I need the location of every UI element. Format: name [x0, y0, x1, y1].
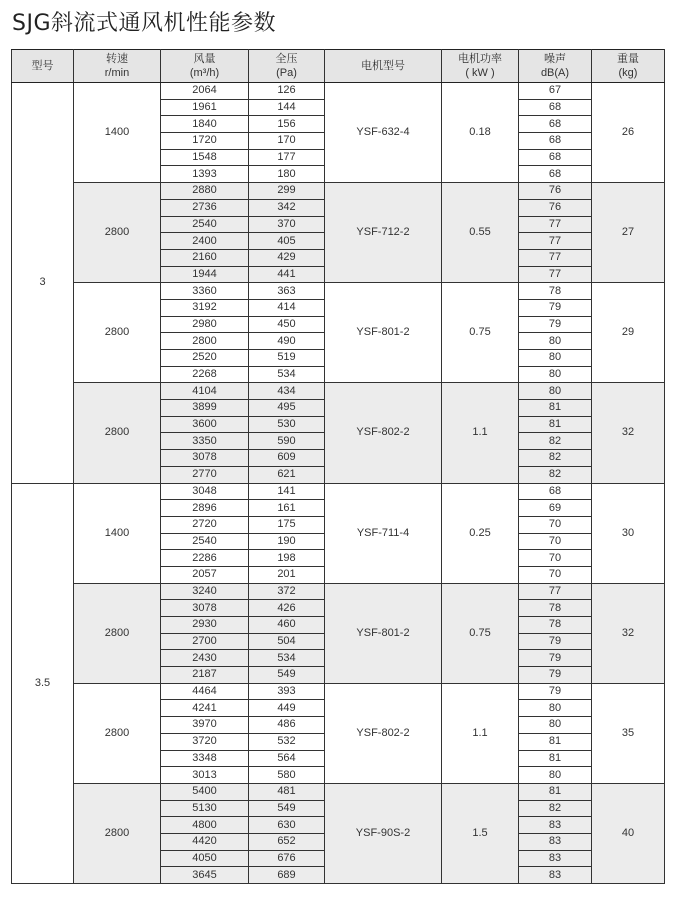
noise-cell: 83 [519, 817, 592, 834]
pressure-cell: 549 [249, 800, 325, 817]
header-weight: 重量 (kg) [592, 50, 665, 83]
pressure-cell: 426 [249, 600, 325, 617]
noise-cell: 68 [519, 483, 592, 500]
motor-model-cell: YSF-712-2 [325, 183, 442, 283]
speed-cell: 1400 [74, 483, 161, 583]
noise-cell: 79 [519, 683, 592, 700]
performance-table [11, 49, 665, 884]
noise-cell: 68 [519, 166, 592, 183]
motor-model-cell: YSF-801-2 [325, 583, 442, 683]
noise-cell: 80 [519, 700, 592, 717]
airflow-cell: 2160 [161, 249, 249, 266]
noise-cell: 83 [519, 833, 592, 850]
airflow-cell: 2540 [161, 533, 249, 550]
airflow-cell: 1961 [161, 99, 249, 116]
table-row [12, 183, 665, 200]
table-row [12, 583, 665, 600]
airflow-cell: 1944 [161, 266, 249, 283]
airflow-cell: 3192 [161, 299, 249, 316]
airflow-cell: 3240 [161, 583, 249, 600]
noise-cell: 68 [519, 133, 592, 150]
airflow-cell: 1393 [161, 166, 249, 183]
noise-cell: 76 [519, 199, 592, 216]
pressure-cell: 490 [249, 333, 325, 350]
noise-cell: 70 [519, 516, 592, 533]
header-noise: 噪声 dB(A) [519, 50, 592, 83]
pressure-cell: 450 [249, 316, 325, 333]
noise-cell: 77 [519, 249, 592, 266]
noise-cell: 78 [519, 283, 592, 300]
noise-cell: 82 [519, 433, 592, 450]
table-body [12, 83, 665, 884]
model-cell: 3.5 [12, 483, 74, 884]
noise-cell: 81 [519, 783, 592, 800]
weight-cell: 35 [592, 683, 665, 783]
airflow-cell: 3720 [161, 733, 249, 750]
airflow-cell: 3048 [161, 483, 249, 500]
speed-cell: 2800 [74, 683, 161, 783]
airflow-cell: 3360 [161, 283, 249, 300]
airflow-cell: 1548 [161, 149, 249, 166]
pressure-cell: 580 [249, 767, 325, 784]
airflow-cell: 3645 [161, 867, 249, 884]
noise-cell: 79 [519, 650, 592, 667]
airflow-cell: 2268 [161, 366, 249, 383]
noise-cell: 79 [519, 316, 592, 333]
speed-cell: 2800 [74, 183, 161, 283]
speed-cell: 2800 [74, 383, 161, 483]
speed-cell: 1400 [74, 83, 161, 183]
weight-cell: 26 [592, 83, 665, 183]
table-row [12, 483, 665, 500]
pressure-cell: 609 [249, 450, 325, 467]
pressure-cell: 504 [249, 633, 325, 650]
noise-cell: 70 [519, 566, 592, 583]
noise-cell: 83 [519, 850, 592, 867]
pressure-cell: 676 [249, 850, 325, 867]
noise-cell: 80 [519, 767, 592, 784]
pressure-cell: 393 [249, 683, 325, 700]
pressure-cell: 590 [249, 433, 325, 450]
airflow-cell: 2057 [161, 566, 249, 583]
pressure-cell: 519 [249, 350, 325, 367]
noise-cell: 68 [519, 99, 592, 116]
motor-model-cell: YSF-802-2 [325, 683, 442, 783]
motor-power-cell: 0.75 [442, 283, 519, 383]
airflow-cell: 1720 [161, 133, 249, 150]
pressure-cell: 405 [249, 233, 325, 250]
airflow-cell: 2896 [161, 500, 249, 517]
motor-power-cell: 0.75 [442, 583, 519, 683]
airflow-cell: 2800 [161, 333, 249, 350]
airflow-cell: 2520 [161, 350, 249, 367]
airflow-cell: 3350 [161, 433, 249, 450]
weight-cell: 30 [592, 483, 665, 583]
noise-cell: 78 [519, 617, 592, 634]
pressure-cell: 198 [249, 550, 325, 567]
motor-model-cell: YSF-801-2 [325, 283, 442, 383]
motor-model-cell: YSF-90S-2 [325, 783, 442, 883]
motor-power-cell: 1.1 [442, 383, 519, 483]
noise-cell: 67 [519, 83, 592, 100]
motor-model-cell: YSF-802-2 [325, 383, 442, 483]
pressure-cell: 689 [249, 867, 325, 884]
noise-cell: 78 [519, 600, 592, 617]
speed-cell: 2800 [74, 783, 161, 883]
pressure-cell: 170 [249, 133, 325, 150]
noise-cell: 82 [519, 466, 592, 483]
pressure-cell: 156 [249, 116, 325, 133]
speed-cell: 2800 [74, 283, 161, 383]
pressure-cell: 630 [249, 817, 325, 834]
noise-cell: 69 [519, 500, 592, 517]
airflow-cell: 2286 [161, 550, 249, 567]
header-speed: 转速 r/min [74, 50, 161, 83]
header-model: 型号 [12, 50, 74, 83]
motor-power-cell: 1.5 [442, 783, 519, 883]
pressure-cell: 495 [249, 400, 325, 417]
airflow-cell: 4241 [161, 700, 249, 717]
pressure-cell: 141 [249, 483, 325, 500]
pressure-cell: 370 [249, 216, 325, 233]
motor-model-cell: YSF-632-4 [325, 83, 442, 183]
pressure-cell: 564 [249, 750, 325, 767]
airflow-cell: 3970 [161, 717, 249, 734]
airflow-cell: 2540 [161, 216, 249, 233]
speed-cell: 2800 [74, 583, 161, 683]
motor-power-cell: 0.18 [442, 83, 519, 183]
noise-cell: 77 [519, 583, 592, 600]
pressure-cell: 372 [249, 583, 325, 600]
pressure-cell: 530 [249, 416, 325, 433]
pressure-cell: 126 [249, 83, 325, 100]
noise-cell: 81 [519, 416, 592, 433]
pressure-cell: 486 [249, 717, 325, 734]
airflow-cell: 4800 [161, 817, 249, 834]
pressure-cell: 441 [249, 266, 325, 283]
noise-cell: 83 [519, 867, 592, 884]
pressure-cell: 177 [249, 149, 325, 166]
noise-cell: 77 [519, 266, 592, 283]
table-header [12, 50, 665, 83]
pressure-cell: 549 [249, 667, 325, 684]
noise-cell: 79 [519, 299, 592, 316]
pressure-cell: 534 [249, 366, 325, 383]
pressure-cell: 449 [249, 700, 325, 717]
airflow-cell: 2720 [161, 516, 249, 533]
table-row [12, 83, 665, 100]
pressure-cell: 342 [249, 199, 325, 216]
motor-power-cell: 0.25 [442, 483, 519, 583]
noise-cell: 80 [519, 350, 592, 367]
airflow-cell: 1840 [161, 116, 249, 133]
noise-cell: 80 [519, 383, 592, 400]
airflow-cell: 4464 [161, 683, 249, 700]
weight-cell: 27 [592, 183, 665, 283]
header-pressure: 全压 (Pa) [249, 50, 325, 83]
weight-cell: 32 [592, 583, 665, 683]
noise-cell: 70 [519, 550, 592, 567]
table-row [12, 383, 665, 400]
noise-cell: 77 [519, 233, 592, 250]
pressure-cell: 144 [249, 99, 325, 116]
weight-cell: 29 [592, 283, 665, 383]
airflow-cell: 3600 [161, 416, 249, 433]
pressure-cell: 434 [249, 383, 325, 400]
header-motor-model: 电机型号 [325, 50, 442, 83]
table-row [12, 283, 665, 300]
pressure-cell: 161 [249, 500, 325, 517]
airflow-cell: 5400 [161, 783, 249, 800]
pressure-cell: 532 [249, 733, 325, 750]
noise-cell: 82 [519, 450, 592, 467]
model-cell: 3 [12, 83, 74, 484]
motor-power-cell: 1.1 [442, 683, 519, 783]
airflow-cell: 2187 [161, 667, 249, 684]
airflow-cell: 5130 [161, 800, 249, 817]
noise-cell: 81 [519, 400, 592, 417]
airflow-cell: 3078 [161, 600, 249, 617]
airflow-cell: 2930 [161, 617, 249, 634]
airflow-cell: 2880 [161, 183, 249, 200]
noise-cell: 68 [519, 149, 592, 166]
pressure-cell: 429 [249, 249, 325, 266]
pressure-cell: 481 [249, 783, 325, 800]
pressure-cell: 201 [249, 566, 325, 583]
airflow-cell: 3348 [161, 750, 249, 767]
airflow-cell: 2770 [161, 466, 249, 483]
noise-cell: 77 [519, 216, 592, 233]
pressure-cell: 621 [249, 466, 325, 483]
airflow-cell: 2064 [161, 83, 249, 100]
noise-cell: 68 [519, 116, 592, 133]
pressure-cell: 414 [249, 299, 325, 316]
airflow-cell: 2700 [161, 633, 249, 650]
noise-cell: 81 [519, 750, 592, 767]
airflow-cell: 2980 [161, 316, 249, 333]
noise-cell: 76 [519, 183, 592, 200]
noise-cell: 81 [519, 733, 592, 750]
motor-power-cell: 0.55 [442, 183, 519, 283]
airflow-cell: 2430 [161, 650, 249, 667]
noise-cell: 82 [519, 800, 592, 817]
noise-cell: 79 [519, 667, 592, 684]
weight-cell: 40 [592, 783, 665, 883]
airflow-cell: 2736 [161, 199, 249, 216]
noise-cell: 79 [519, 633, 592, 650]
table-row [12, 683, 665, 700]
noise-cell: 80 [519, 333, 592, 350]
airflow-cell: 4420 [161, 833, 249, 850]
pressure-cell: 534 [249, 650, 325, 667]
pressure-cell: 652 [249, 833, 325, 850]
pressure-cell: 363 [249, 283, 325, 300]
pressure-cell: 175 [249, 516, 325, 533]
header-airflow: 风量 (m³/h) [161, 50, 249, 83]
weight-cell: 32 [592, 383, 665, 483]
noise-cell: 80 [519, 717, 592, 734]
noise-cell: 70 [519, 533, 592, 550]
header-motor-power: 电机功率 ( kW ) [442, 50, 519, 83]
pressure-cell: 190 [249, 533, 325, 550]
airflow-cell: 4050 [161, 850, 249, 867]
motor-model-cell: YSF-711-4 [325, 483, 442, 583]
pressure-cell: 299 [249, 183, 325, 200]
noise-cell: 80 [519, 366, 592, 383]
airflow-cell: 3899 [161, 400, 249, 417]
airflow-cell: 3013 [161, 767, 249, 784]
pressure-cell: 460 [249, 617, 325, 634]
page-title: SJG斜流式通风机性能参数 [12, 11, 277, 36]
table-row [12, 783, 665, 800]
airflow-cell: 4104 [161, 383, 249, 400]
pressure-cell: 180 [249, 166, 325, 183]
airflow-cell: 2400 [161, 233, 249, 250]
airflow-cell: 3078 [161, 450, 249, 467]
